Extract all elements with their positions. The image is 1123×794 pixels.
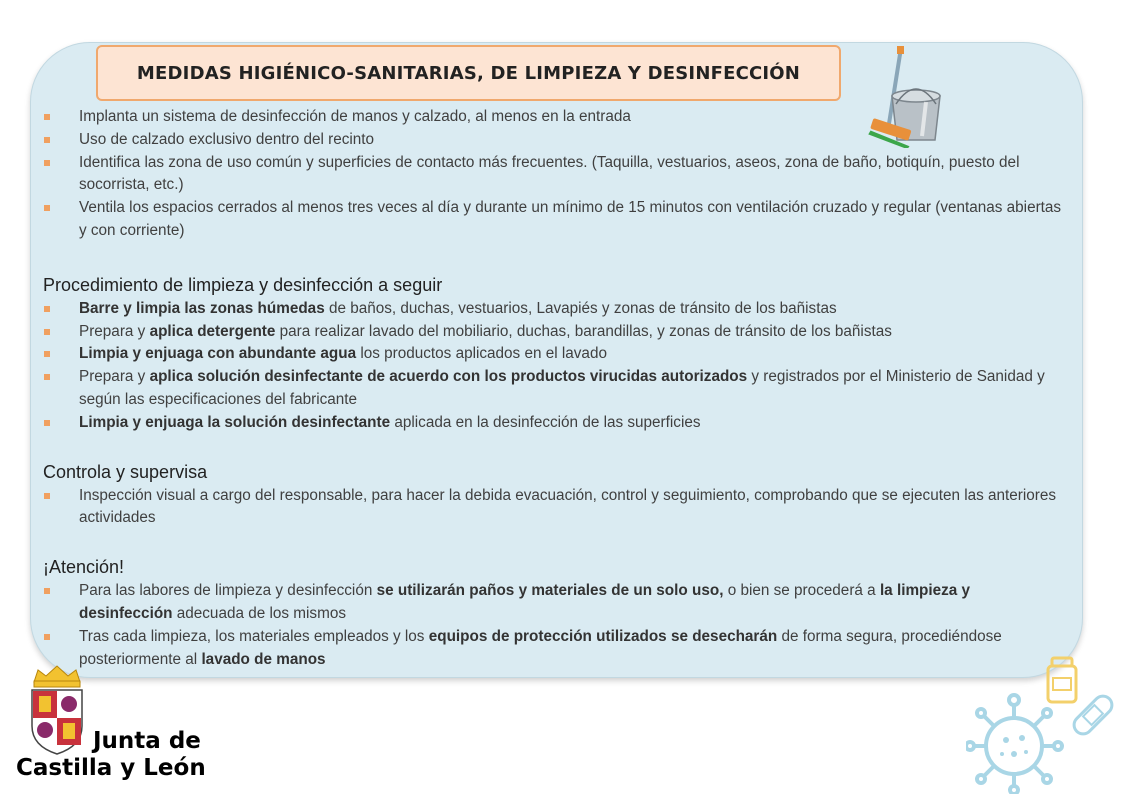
attention-list [43, 580, 1063, 671]
list-item: Inspección visual a cargo del responsable, para hacer la debida evacuación, control y seguimiento, comprobando que se ejecuten las anteriores actividades [43, 485, 1063, 531]
title-box [96, 45, 841, 101]
list-item: Limpia y enjuaga la solución desinfectante aplicada en la desinfección de las superficies [43, 412, 1063, 435]
coat-of-arms-icon [24, 664, 90, 756]
list-item: Para las labores de limpieza y desinfección se utilizarán paños y materiales de un solo uso, o bien se procederá a la limpieza y desinfección adecuada de los mismos [43, 580, 1063, 626]
list-item: Uso de calzado exclusivo dentro del recinto [43, 129, 1063, 152]
content [43, 106, 1063, 671]
control-heading: Controla y supervisa [43, 461, 208, 482]
logo-line-2: Castilla y León [16, 755, 206, 781]
page-title: MEDIDAS HIGIÉNICO-SANITARIAS, DE LIMPIEZA Y DESINFECCIÓN [136, 62, 801, 84]
procedure-list [43, 298, 1063, 435]
bandage-icon [1066, 688, 1120, 742]
list-item: Ventila los espacios cerrados al menos tres veces al día y durante un mínimo de 15 minutos con ventilación cruzado y regular (ventanas abiertas y con corriente) [43, 197, 1063, 243]
list-item: Implanta un sistema de desinfección de manos y calzado, al menos en la entrada [43, 106, 1063, 129]
list-item: Barre y limpia las zonas húmedas de baños, duchas, vestuarios, Lavapiés y zonas de tránsito de los bañistas [43, 298, 1063, 321]
control-list [43, 485, 1063, 531]
procedure-heading: Procedimiento de limpieza y desinfección a seguir [43, 274, 443, 295]
list-item: Tras cada limpieza, los materiales empleados y los equipos de protección utilizados se desecharán de forma segura, procediéndose posteriormente al lavado de manos [43, 626, 1063, 672]
list-item: Identifica las zona de uso común y superficies de contacto más frecuentes. (Taquilla, vestuarios, aseos, zona de baño, botiquín, puesto del socorrista, etc.) [43, 152, 1063, 198]
list-item: Prepara y aplica solución desinfectante de acuerdo con los productos virucidas autorizados y registrados por el Ministerio de Sanidad y según las especificaciones del fabricante [43, 366, 1063, 412]
intro-list [43, 106, 1063, 243]
list-item: Prepara y aplica detergente para realizar lavado del mobiliario, duchas, barandillas, y zonas de tránsito de los bañistas [43, 321, 1063, 344]
list-item: Limpia y enjuaga con abundante agua los productos aplicados en el lavado [43, 343, 1063, 366]
logo-line-1: Junta de [93, 728, 201, 754]
attention-heading: ¡Atención! [43, 557, 125, 578]
